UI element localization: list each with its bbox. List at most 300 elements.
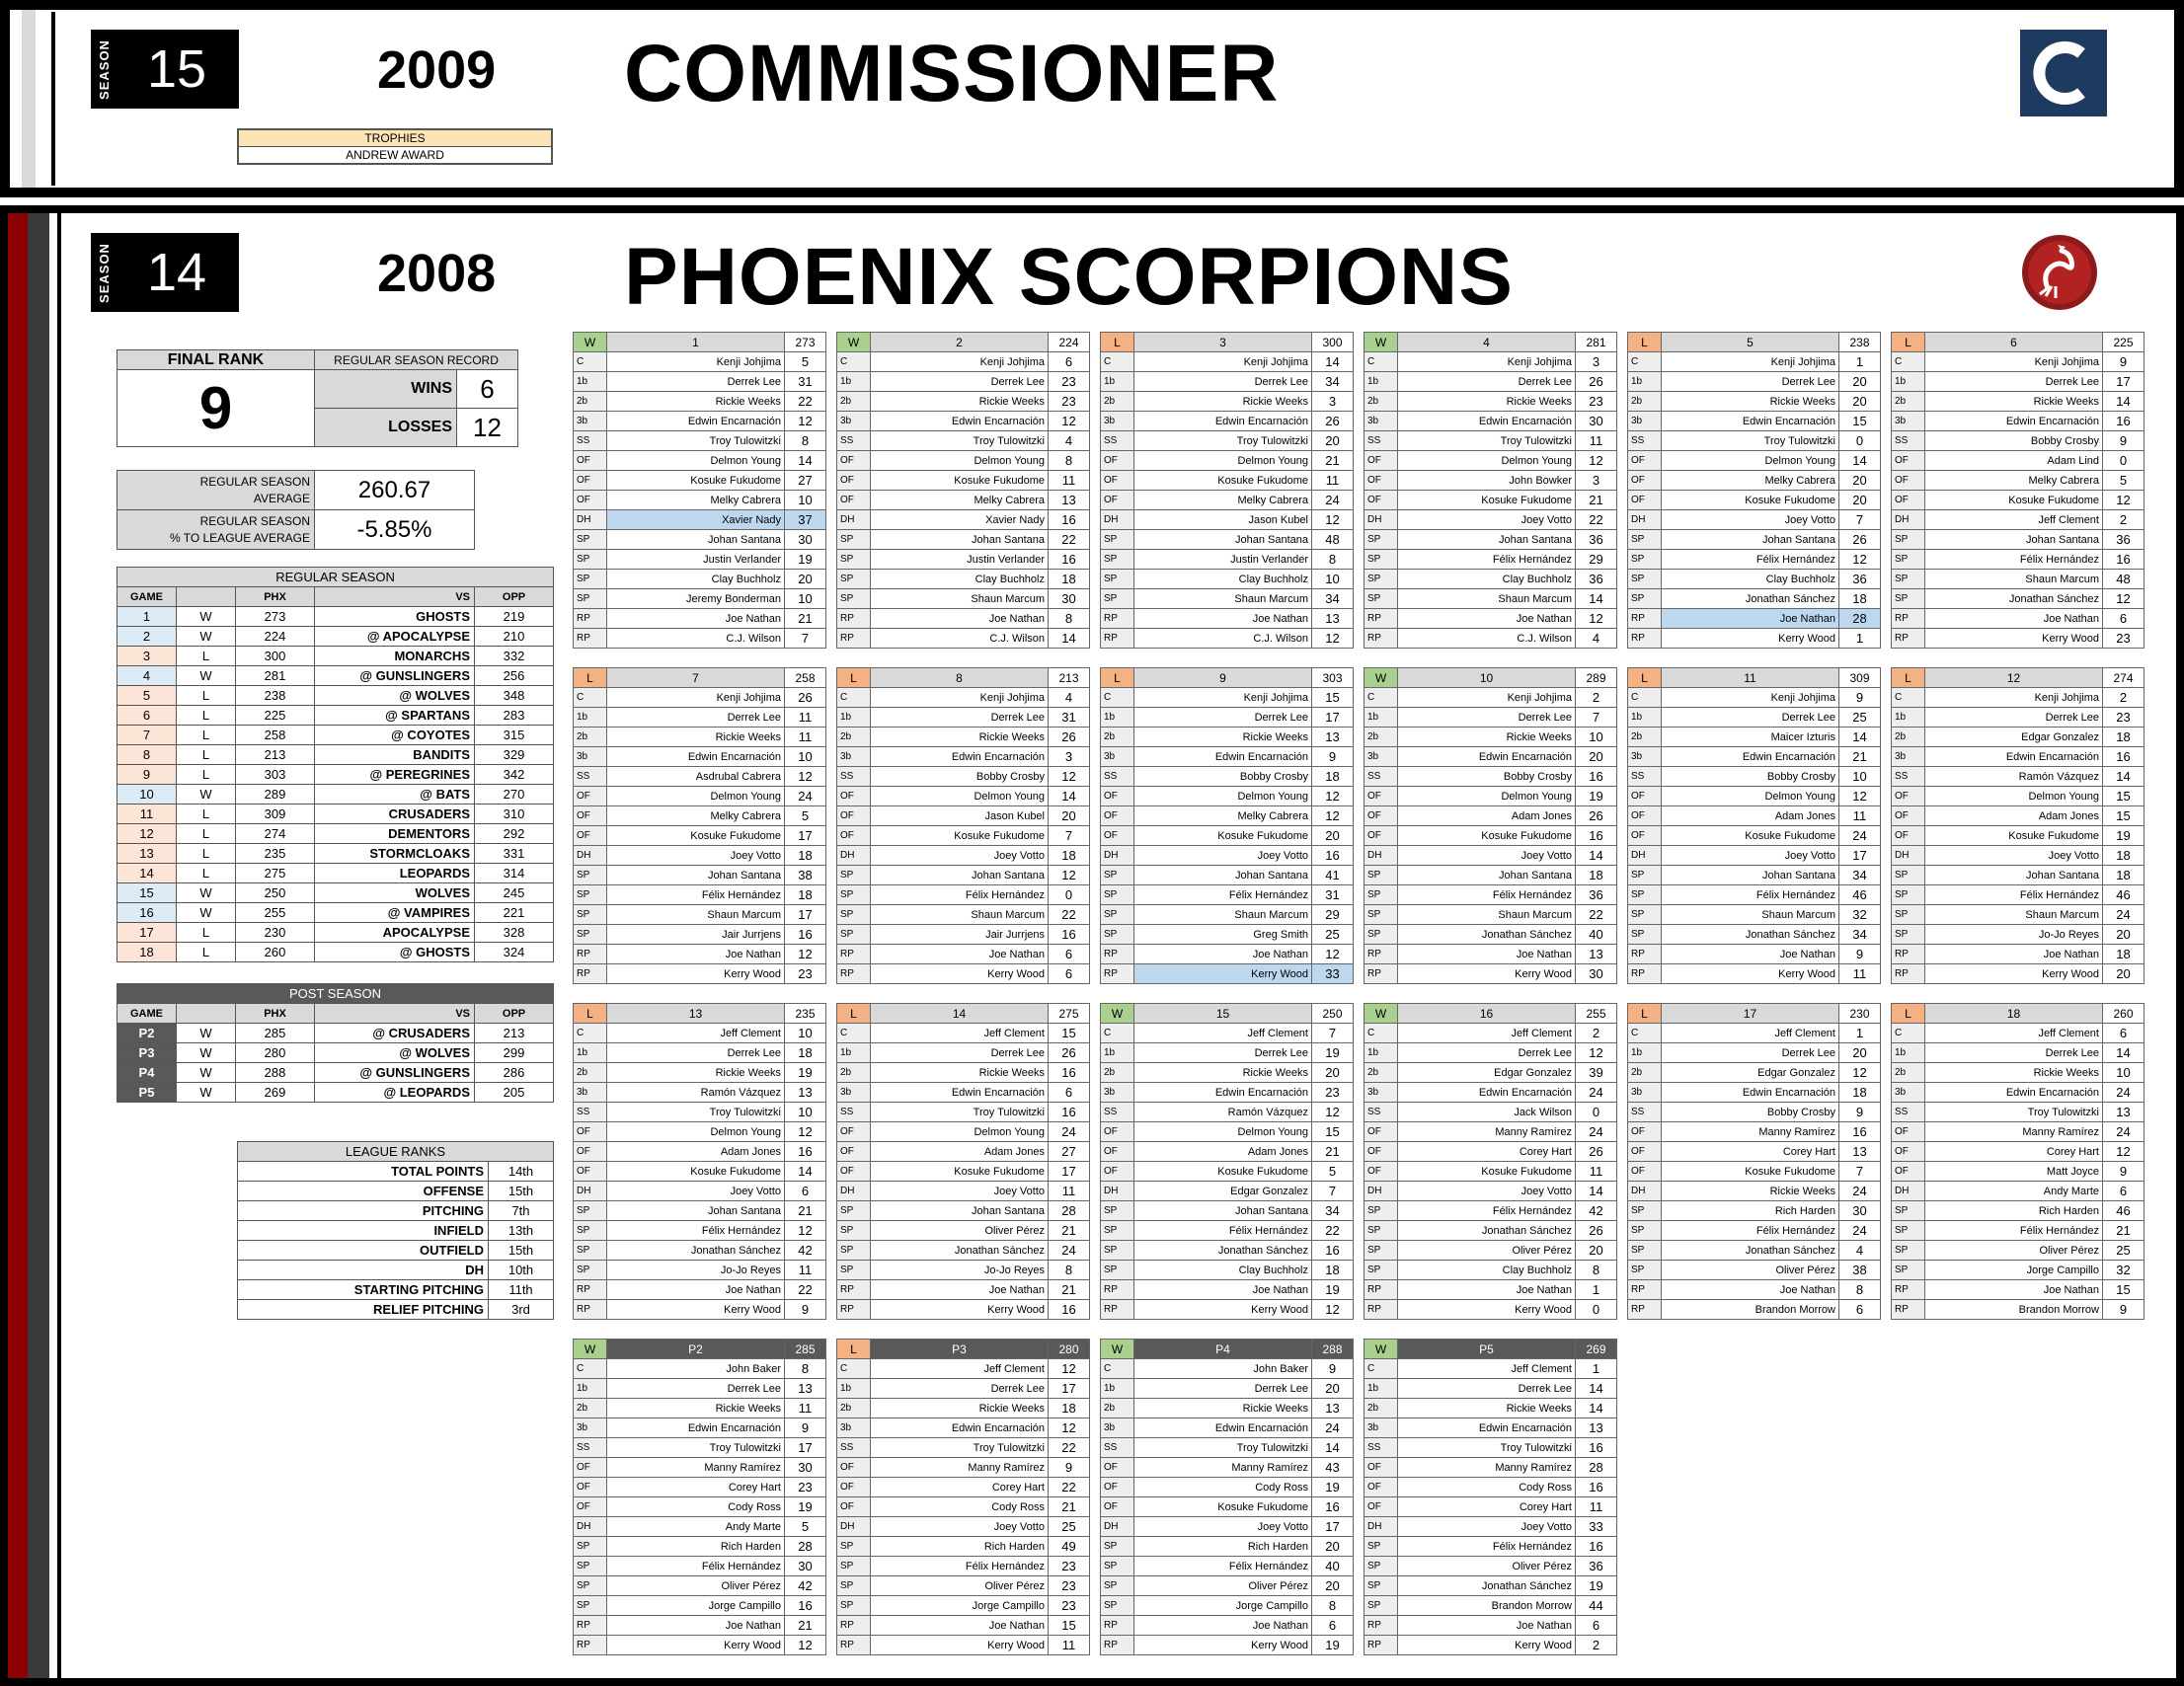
position-cell: RP [1628,945,1662,964]
lineup-row [1628,925,1881,945]
player-points-cell: 23 [1049,1576,1090,1596]
position-cell: OF [1628,1142,1662,1162]
player-name-cell: Johan Santana [607,530,785,550]
position-cell: SP [1101,1221,1134,1241]
position-cell: 1b [574,1379,607,1399]
player-points-cell: 12 [1839,1063,1881,1083]
lineup-row [574,550,826,570]
player-points-cell: 12 [1049,412,1090,431]
position-cell: OF [1101,1162,1134,1182]
position-cell: 2b [1101,392,1134,412]
position-cell: OF [837,1122,871,1142]
opponent-cell: DEMENTORS [315,824,475,844]
player-name-cell: Joe Nathan [607,1280,785,1300]
player-points-cell: 11 [785,708,826,728]
player-name-cell: Edwin Encarnación [1134,412,1312,431]
player-name-cell: Johan Santana [1662,530,1839,550]
player-name-cell: Shaun Marcum [1662,905,1839,925]
position-cell: SP [1365,1537,1398,1557]
opponent-cell: CRUSADERS [315,805,475,824]
player-points-cell: 11 [1049,1636,1090,1655]
position-cell: SP [1101,570,1134,589]
position-cell: RP [837,609,871,629]
lineup-row [1101,1438,1354,1458]
position-cell: 2b [837,1399,871,1418]
position-cell: SP [574,905,607,925]
opp-score-cell: 219 [475,607,554,627]
player-name-cell: Johan Santana [1134,1201,1312,1221]
player-name-cell: Derrek Lee [1134,372,1312,392]
result-cell: L [177,864,236,883]
lineup-row [1628,1063,1881,1083]
position-cell: SP [1628,570,1662,589]
lineup-row [574,530,826,550]
lineup-row [1101,1201,1354,1221]
player-points-cell: 26 [1576,372,1617,392]
position-cell: 1b [1628,708,1662,728]
table-row [117,627,554,647]
position-cell: SP [1101,905,1134,925]
player-points-cell: 21 [785,1616,826,1636]
game-label: P3 [871,1340,1049,1359]
game-header-row [574,1340,826,1359]
player-name-cell: Joey Votto [1398,510,1576,530]
lineup-row [1628,1241,1881,1261]
lineup-row [1101,826,1354,846]
position-cell: OF [1628,1162,1662,1182]
player-name-cell: Rickie Weeks [1662,1182,1839,1201]
position-cell: OF [1365,1162,1398,1182]
rank-category-cell: RELIEF PITCHING [238,1300,489,1320]
position-cell: RP [1892,945,1925,964]
player-name-cell: Rickie Weeks [607,392,785,412]
player-points-cell: 17 [785,826,826,846]
player-name-cell: Troy Tulowitzki [1925,1103,2103,1122]
game-box [1627,667,1881,984]
position-cell: SP [837,925,871,945]
lineup-row [837,688,1090,708]
position-cell: 1b [574,1043,607,1063]
table-row [117,785,554,805]
player-name-cell: Joe Nathan [1398,1280,1576,1300]
lineup-row [837,1399,1090,1418]
lineup-row [574,431,826,451]
record-label: REGULAR SEASON RECORD [315,350,518,370]
lineup-row [1892,905,2145,925]
player-name-cell: Rickie Weeks [871,392,1049,412]
result-cell: L [177,844,236,864]
position-cell: RP [1628,609,1662,629]
player-name-cell: Oliver Pérez [1398,1241,1576,1261]
player-points-cell: 38 [1839,1261,1881,1280]
player-name-cell: Kenji Johjima [1398,352,1576,372]
lineup-row [574,1300,826,1320]
player-name-cell: Derrek Lee [607,372,785,392]
game-box [1364,667,1617,984]
game-number-cell: 2 [117,627,177,647]
player-name-cell: Derrek Lee [607,1379,785,1399]
lineup-row [1892,1103,2145,1122]
player-name-cell: Rickie Weeks [1662,392,1839,412]
lineup-row [574,352,826,372]
player-points-cell: 16 [2103,550,2145,570]
lineup-row [1365,1162,1617,1182]
position-cell: 2b [1628,392,1662,412]
game-score: 224 [1049,333,1090,352]
position-cell: RP [837,1280,871,1300]
position-cell: OF [1892,1162,1925,1182]
position-cell: OF [574,1497,607,1517]
player-name-cell: Jo-Jo Reyes [871,1261,1049,1280]
position-cell: 2b [574,1063,607,1083]
lineup-row [574,471,826,491]
player-name-cell: Rich Harden [607,1537,785,1557]
player-points-cell: 15 [1049,1024,1090,1043]
lineup-row [1101,806,1354,826]
position-cell: OF [1101,471,1134,491]
player-points-cell: 12 [1049,866,1090,885]
lineup-row [837,866,1090,885]
phx-score-cell: 235 [236,844,315,864]
player-points-cell: 18 [785,846,826,866]
player-name-cell: Cody Ross [1134,1478,1312,1497]
lineup-row [837,1478,1090,1497]
player-points-cell: 26 [1839,530,1881,550]
position-cell: SP [1101,925,1134,945]
player-points-cell: 23 [1312,1083,1354,1103]
player-points-cell: 18 [2103,945,2145,964]
lineup-row [1892,609,2145,629]
game-result-badge: W [574,1340,607,1359]
table-row [117,844,554,864]
lineup-row [1892,945,2145,964]
opp-score-cell: 256 [475,666,554,686]
player-points-cell: 33 [1576,1517,1617,1537]
player-points-cell: 11 [1576,1497,1617,1517]
player-name-cell: Derrek Lee [1662,372,1839,392]
lineup-row [1892,1142,2145,1162]
player-points-cell: 12 [1312,629,1354,649]
lineup-row [837,945,1090,964]
lineup-row [1892,1300,2145,1320]
lineup-row [1365,372,1617,392]
team-inner-border [57,213,61,1678]
player-points-cell: 17 [1839,846,1881,866]
player-name-cell: Kenji Johjima [607,688,785,708]
lineup-row [1101,589,1354,609]
position-cell: SP [1628,885,1662,905]
lineup-row [1628,510,1881,530]
player-points-cell: 5 [785,1517,826,1537]
lineup-row [1892,352,2145,372]
position-cell: OF [1101,826,1134,846]
position-cell: 3b [1101,747,1134,767]
lineup-row [574,1537,826,1557]
wins-label: WINS [315,370,457,409]
game-box [836,1003,1090,1320]
lineup-row [1365,451,1617,471]
position-cell: SP [1101,589,1134,609]
player-name-cell: Jeff Clement [1134,1024,1312,1043]
player-points-cell: 27 [1049,1142,1090,1162]
position-cell: DH [574,846,607,866]
position-cell: DH [1101,846,1134,866]
player-name-cell: Edwin Encarnación [1662,412,1839,431]
player-name-cell: Jorge Campillo [1134,1596,1312,1616]
player-name-cell: Joe Nathan [1662,1280,1839,1300]
position-cell: SP [1101,1557,1134,1576]
game-label: 9 [1134,668,1312,688]
player-points-cell: 16 [1049,550,1090,570]
position-cell: SP [1628,866,1662,885]
avg-label-line-2: AVERAGE [253,491,310,505]
column-header: PHX [236,587,315,607]
trophies-label: TROPHIES [239,130,551,147]
lineup-row [837,1142,1090,1162]
lineup-row [574,1280,826,1300]
player-name-cell: Jason Kubel [871,806,1049,826]
player-name-cell: Derrek Lee [871,1043,1049,1063]
position-cell: DH [1628,510,1662,530]
player-points-cell: 9 [2103,1300,2145,1320]
lineup-row [574,491,826,510]
position-cell: RP [1628,1300,1662,1320]
player-points-cell: 24 [2103,905,2145,925]
position-cell: 3b [1628,412,1662,431]
player-points-cell: 38 [785,866,826,885]
opponent-cell: STORMCLOAKS [315,844,475,864]
lineup-row [1365,688,1617,708]
player-name-cell: Félix Hernández [1398,550,1576,570]
commissioner-season-box [91,30,239,109]
game-header-row [1365,1340,1617,1359]
player-name-cell: Delmon Young [871,787,1049,806]
position-cell: SS [1101,767,1134,787]
game-box [573,667,826,984]
player-name-cell: Joe Nathan [871,609,1049,629]
position-cell: DH [1628,846,1662,866]
player-name-cell: Delmon Young [1134,451,1312,471]
player-name-cell: Adam Jones [1925,806,2103,826]
lineup-row [1365,1458,1617,1478]
player-points-cell: 20 [1576,747,1617,767]
lineup-row [837,885,1090,905]
player-name-cell: Delmon Young [1398,451,1576,471]
player-points-cell: 7 [785,629,826,649]
player-points-cell: 11 [1839,964,1881,984]
lineup-row [1892,431,2145,451]
position-cell: RP [1101,1636,1134,1655]
lineup-row [1365,1043,1617,1063]
position-cell: OF [1365,806,1398,826]
game-number-cell: 16 [117,903,177,923]
player-points-cell: 14 [1576,846,1617,866]
table-row [117,1063,554,1083]
position-cell: 3b [574,747,607,767]
player-name-cell: Félix Hernández [1662,1221,1839,1241]
player-name-cell: Kenji Johjima [871,352,1049,372]
player-points-cell: 0 [1576,1300,1617,1320]
position-cell: OF [1101,1122,1134,1142]
player-points-cell: 24 [1839,1221,1881,1241]
table-row [117,686,554,706]
player-points-cell: 22 [1576,510,1617,530]
opponent-cell: @ BATS [315,785,475,805]
player-name-cell: Félix Hernández [1134,1221,1312,1241]
player-points-cell: 28 [785,1537,826,1557]
game-box [1364,332,1617,649]
position-cell: OF [1101,1142,1134,1162]
lineup-row [1892,806,2145,826]
player-points-cell: 14 [1049,629,1090,649]
lineup-row [1628,1122,1881,1142]
lineup-row [1892,471,2145,491]
result-cell: W [177,1063,236,1083]
player-points-cell: 13 [1312,609,1354,629]
player-points-cell: 22 [1312,1221,1354,1241]
position-cell: SP [574,1221,607,1241]
position-cell: 3b [1628,747,1662,767]
player-name-cell: Adam Jones [871,1142,1049,1162]
game-header-row [1365,668,1617,688]
player-points-cell: 17 [1049,1162,1090,1182]
lineup-row [574,1379,826,1399]
player-name-cell: Kerry Wood [1398,1636,1576,1655]
position-cell: RP [1365,964,1398,984]
position-cell: SS [574,1438,607,1458]
rank-value-cell: 7th [489,1201,554,1221]
league-ranks-table [237,1141,554,1320]
player-points-cell: 6 [1312,1616,1354,1636]
lineup-row [837,767,1090,787]
player-name-cell: Joey Votto [607,1182,785,1201]
position-cell: SP [574,530,607,550]
opp-score-cell: 329 [475,745,554,765]
player-points-cell: 6 [1049,945,1090,964]
player-points-cell: 26 [1049,728,1090,747]
position-cell: 2b [837,728,871,747]
player-points-cell: 40 [1312,1557,1354,1576]
phx-score-cell: 238 [236,686,315,706]
lineup-row [1365,1497,1617,1517]
position-cell: 1b [1628,372,1662,392]
lineup-row [1365,1517,1617,1537]
lineup-row [1101,1458,1354,1478]
player-points-cell: 14 [785,1162,826,1182]
position-cell: OF [574,1478,607,1497]
game-number-cell: 9 [117,765,177,785]
lineup-row [1892,510,2145,530]
opponent-cell: BANDITS [315,745,475,765]
game-number-cell: 1 [117,607,177,627]
position-cell: 2b [1101,1399,1134,1418]
lineup-row [1101,1063,1354,1083]
position-cell: SP [574,1596,607,1616]
position-cell: DH [837,1517,871,1537]
lineup-row [1628,550,1881,570]
table-row [238,1221,554,1241]
player-points-cell: 29 [1576,550,1617,570]
player-points-cell: 17 [1312,708,1354,728]
lineup-row [574,806,826,826]
player-points-cell: 13 [785,1083,826,1103]
player-points-cell: 7 [1839,1162,1881,1182]
position-cell: SP [1101,1261,1134,1280]
table-row [238,1162,554,1182]
position-cell: SS [1628,1103,1662,1122]
player-points-cell: 23 [785,1478,826,1497]
position-cell: 3b [837,1083,871,1103]
game-header-row [1365,333,1617,352]
rank-category-cell: TOTAL POINTS [238,1162,489,1182]
position-cell: 2b [574,1399,607,1418]
lineup-row [1365,1280,1617,1300]
player-points-cell: 0 [1839,431,1881,451]
player-points-cell: 12 [785,767,826,787]
position-cell: OF [574,1122,607,1142]
position-cell: RP [574,1280,607,1300]
position-cell: 1b [837,1043,871,1063]
game-number-cell: P3 [117,1043,177,1063]
table-row [117,1083,554,1103]
player-points-cell: 2 [1576,1024,1617,1043]
player-name-cell: Melky Cabrera [1662,471,1839,491]
player-points-cell: 7 [1576,708,1617,728]
position-cell: SP [574,885,607,905]
game-number-cell: 8 [117,745,177,765]
lineup-row [1892,1241,2145,1261]
result-cell: W [177,607,236,627]
player-points-cell: 16 [1576,1537,1617,1557]
position-cell: 1b [1365,372,1398,392]
player-points-cell: 12 [1576,609,1617,629]
lineup-row [1365,866,1617,885]
lineup-row [837,708,1090,728]
lineup-row [574,1122,826,1142]
lineup-row [1101,451,1354,471]
player-name-cell: Rickie Weeks [607,728,785,747]
position-cell: RP [1365,629,1398,649]
game-box [573,332,826,649]
game-label: 12 [1925,668,2103,688]
lineup-row [1101,1241,1354,1261]
position-cell: SP [1365,925,1398,945]
player-name-cell: John Baker [607,1359,785,1379]
position-cell: 1b [1101,372,1134,392]
player-name-cell: Rich Harden [1925,1201,2103,1221]
player-points-cell: 13 [1839,1142,1881,1162]
player-name-cell: Johan Santana [607,866,785,885]
player-name-cell: Troy Tulowitzki [871,431,1049,451]
player-points-cell: 10 [1312,570,1354,589]
player-name-cell: Kerry Wood [1398,1300,1576,1320]
position-cell: OF [837,1478,871,1497]
player-name-cell: Félix Hernández [1925,550,2103,570]
player-name-cell: Félix Hernández [607,1557,785,1576]
post-season-table [117,983,554,1103]
lineup-row [1628,708,1881,728]
lineup-row [1892,925,2145,945]
game-result-badge: W [1101,1340,1134,1359]
player-points-cell: 16 [1312,846,1354,866]
result-cell: L [177,765,236,785]
position-cell: SP [574,1201,607,1221]
player-name-cell: Félix Hernández [1134,1557,1312,1576]
position-cell: OF [837,1458,871,1478]
table-row [117,805,554,824]
position-cell: SP [574,1261,607,1280]
player-points-cell: 34 [1312,1201,1354,1221]
